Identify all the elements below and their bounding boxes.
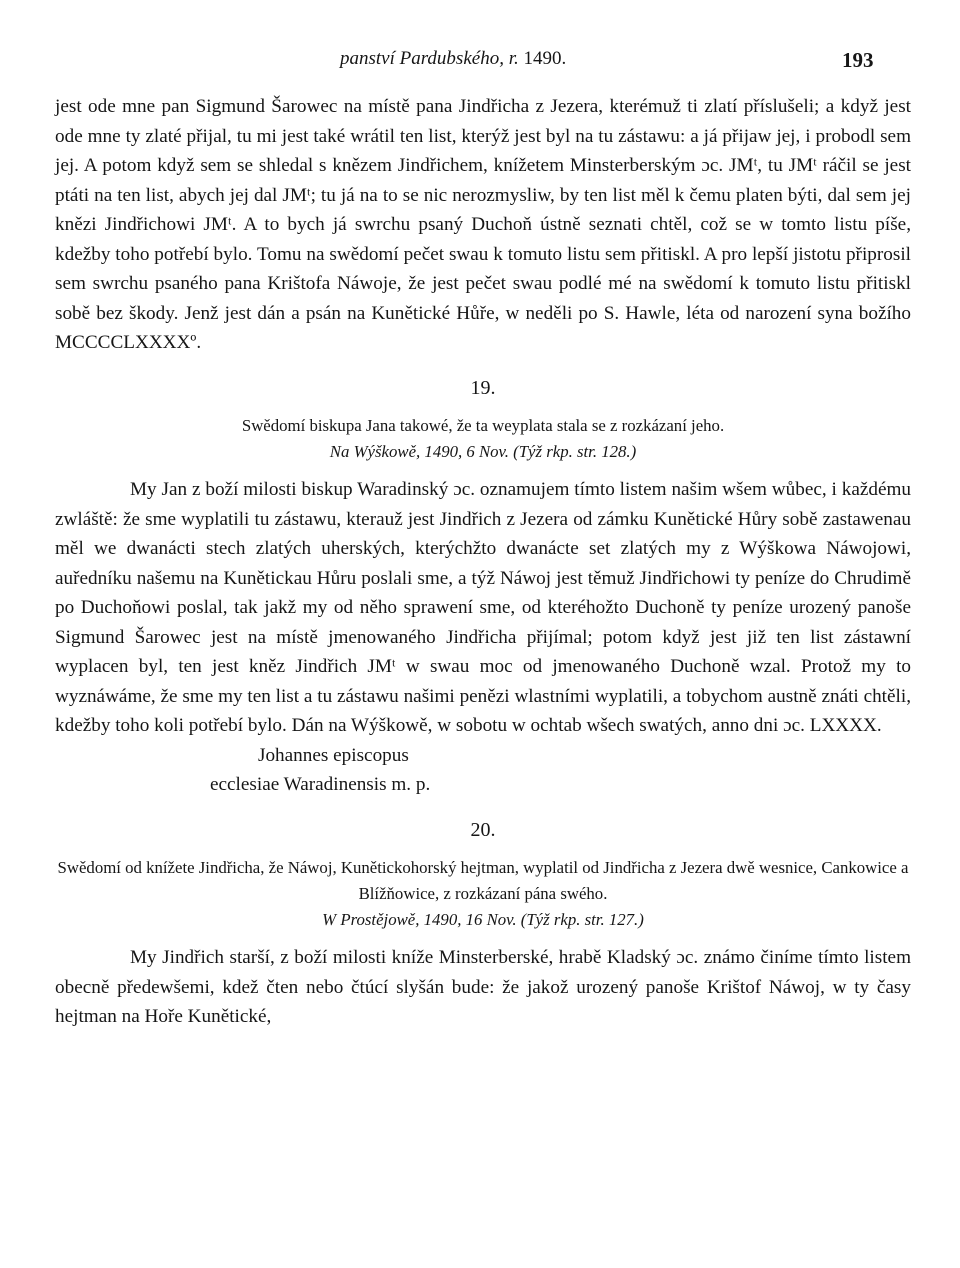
page-body — [55, 92, 911, 1032]
source-date-20: 1490, 16 Nov. (Týž rkp. str. 127.) — [423, 910, 644, 929]
document-number-20: 20. — [470, 818, 496, 841]
running-header — [0, 48, 960, 80]
running-title-year: 1490. — [523, 48, 567, 69]
document-number-19: 19. — [470, 376, 496, 399]
document-body-19: My Jan z boží milosti biskup Waradinský ɔc. oznamujem tímto listem našim wšem wůbec, i každému zwláště: že sme wyplatili tu zástawu, kterauž jest Jindřich z Jezera od zámku Kunětické Hůry sobě zastawenau měl we dwanácti stech zlatých uherských, kterýchžto dwanácte set zlatých my z Wýškowa Náwojowi, auředníku našemu na Kunětickau Hůru poslali sme, a týž Náwoj jest těmuž Jindřichowi ty peníze do Chrudimě po Duchoňowi poslal, tak jakž my od něho sprawení sme, od kteréhožto Duchoně ty peníze urozený panoše Sigmund Šarowec jest na místě jmenowaného Jindřicha přijímal; potom když jest již ten list zástawní wyplacen byl, ten jest kněz Jindřich JMᵗ w swau moc od jmenowaného Duchoně wzal. Protož my to wyznáwáme, že sme my ten list a tu zástawu našimi penězi wlastními wyplatili, a tobychom austně znáti chtěli, kdežby toho koli potřebí bylo. Dán na Wýškowě, w sobotu w ochtab wšech swatých, anno dni ɔc. LXXXX. — [55, 479, 911, 736]
running-title-text: panství Pardubského, r. — [340, 48, 519, 69]
running-title — [340, 48, 566, 70]
source-place-20: W Prostějowě, — [322, 910, 420, 929]
signature-line-1: Johannes episcopus — [258, 744, 409, 766]
continuation-paragraph: jest ode mne pan Sigmund Šarowec na místě pana Jindřicha z Jezera, kterémuž ti zlatí příslušeli; a když jest ode mne ty zlaté přijal, tu mi jest také wrátil ten list, kterýž jest byl na tu zástawu: a já přijaw jej, i probodl sem jej. A potom když sem se shledal s knězem Jindřichem, knížetem Minsterberským ɔc. JMᵗ, tu JMᵗ ráčil se jest ptáti na ten list, abych jej dal JMᵗ; tu já na to se nic nerozmysliw, by ten list měl k čemu platen býti, dal sem jej knězi Jindřichowi JMᵗ. A to bych já swrchu psaný Duchoň ústně seznati chtěl, což se w tomto listu píše, kdežby toho potřebí bylo. Tomu na swědomí pečet swau k tomuto listu sem přitiskl. A pro lepší jistotu připrosil sem swrchu psaného pana Krištofa Náwoje, že jest pečet swau podlé mé na swědomí k tomuto listu přitiskl sobě bez škody. Jenž jest dán a psán na Kunětické Hůře, w neděli po S. Hawle, léta od narození syna božího MCCCCLXXXXº. — [55, 96, 911, 353]
source-date-19: 1490, 6 Nov. (Týž rkp. str. 128.) — [424, 442, 637, 461]
document-summary-19: Swědomí biskupa Jana takowé, že ta weyplata stala se z rozkázaní jeho. — [241, 416, 725, 435]
document-body-20: My Jindřich starší, z boží milosti kníže Minsterberské, hrabě Kladský ɔc. známo činíme tímto listem obecně předewšemi, kdež čten nebo čtúcí slyšán bude: že jakož urozený panoše Krištof Náwoj, w ty časy hejtman na Hoře Kunětické, — [55, 947, 911, 1027]
document-summary-20: Swědomí od knížete Jindřicha, že Náwoj, Kunětickohorský hejtman, wyplatil od Jindřicha z Jezera dwě wesnice, Cankowice a Blížňowice, z rozkázaní pána swého. — [57, 858, 909, 903]
signature-line-2: ecclesiae Waradinensis m. p. — [210, 774, 431, 795]
source-place-19: Na Wýškowě, — [329, 442, 421, 461]
document-source-19 — [55, 439, 911, 465]
document-source-20 — [55, 907, 911, 933]
page-number: 193 — [842, 48, 874, 72]
